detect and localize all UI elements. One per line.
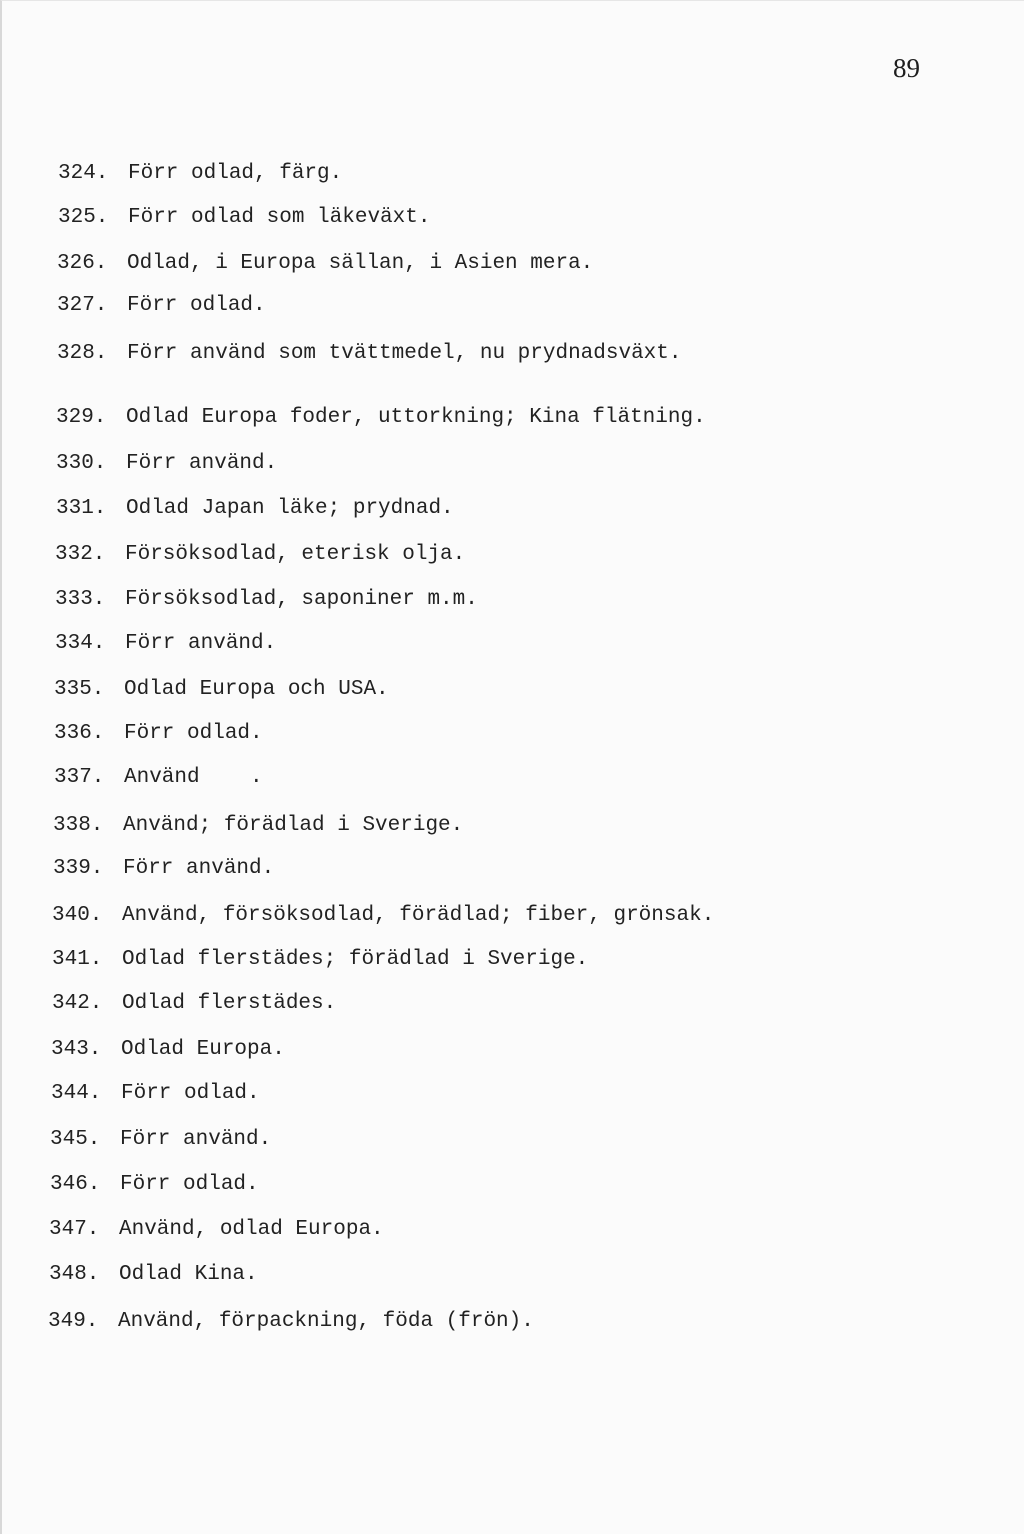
list-item [56, 407, 706, 428]
entry-text: Odlad flerstädes. [122, 992, 337, 1015]
entry-text: Förr använd. [125, 632, 277, 655]
entry-text: Använd; förädlad i Sverige. [123, 814, 464, 837]
list-item [52, 905, 714, 926]
entry-number: 339. [53, 857, 104, 880]
entry-number: 345. [50, 1128, 101, 1151]
entry-number: 333. [55, 588, 106, 611]
entry-number: 334. [55, 632, 106, 655]
list-item [49, 1264, 258, 1285]
entry-number: 327. [57, 294, 108, 317]
entry-number: 331. [56, 497, 107, 520]
entry-number: 341. [52, 948, 103, 971]
entry-text: Förr odlad. [121, 1082, 260, 1105]
entry-number: 337. [54, 766, 105, 789]
list-item [48, 1311, 534, 1332]
entry-number: 343. [51, 1038, 102, 1061]
entry-text: Använd, förpackning, föda (frön). [118, 1310, 534, 1333]
entry-text: Odlad Europa foder, uttorkning; Kina flätning. [126, 406, 706, 429]
entry-number: 349. [48, 1310, 99, 1333]
list-item [55, 589, 478, 610]
entry-text: Försöksodlad, saponiner m.m. [125, 588, 478, 611]
entry-number: 326. [57, 252, 108, 275]
list-item [53, 815, 463, 836]
list-item [57, 343, 682, 364]
entry-number: 348. [49, 1263, 100, 1286]
list-item [55, 633, 276, 654]
entry-text: Förr odlad. [127, 294, 266, 317]
list-item [51, 1083, 260, 1104]
entry-number: 340. [52, 904, 103, 927]
list-item [49, 1219, 384, 1240]
entry-number: 335. [54, 678, 105, 701]
list-item [57, 253, 593, 274]
list-item [58, 207, 430, 228]
entry-number: 324. [58, 162, 109, 185]
entry-text: Använd, försöksodlad, förädlad; fiber, grönsak. [122, 904, 715, 927]
entry-number: 336. [54, 722, 105, 745]
list-item [51, 1039, 285, 1060]
entry-text: Förr använd. [120, 1128, 272, 1151]
page-number: 89 [893, 53, 920, 83]
entry-number: 338. [53, 814, 104, 837]
entry-text: Förr odlad, färg. [128, 162, 343, 185]
entry-text: Förr odlad som läkeväxt. [128, 206, 431, 229]
list-item [52, 949, 588, 970]
entry-number: 329. [56, 406, 107, 429]
list-item [57, 295, 266, 316]
list-item [54, 679, 389, 700]
entry-number: 347. [49, 1218, 100, 1241]
entry-number: 328. [57, 342, 108, 365]
entry-number: 342. [52, 992, 103, 1015]
entry-text: Odlad flerstädes; förädlad i Sverige. [122, 948, 589, 971]
list-item [55, 544, 465, 565]
entry-text: Odlad Kina. [119, 1263, 258, 1286]
list-item [56, 453, 277, 474]
entry-text: Förr odlad. [124, 722, 263, 745]
list-item [54, 723, 263, 744]
list-item [56, 498, 454, 519]
entry-text: Odlad Europa. [121, 1038, 285, 1061]
entry-text: Förr odlad. [120, 1173, 259, 1196]
list-item [50, 1174, 259, 1195]
list-item [53, 858, 274, 879]
list-item [52, 993, 336, 1014]
entry-text: Använd, odlad Europa. [119, 1218, 384, 1241]
list-item [50, 1129, 271, 1150]
entry-number: 344. [51, 1082, 102, 1105]
entry-text: Odlad Europa och USA. [124, 678, 389, 701]
list-item [58, 163, 342, 184]
entry-number: 332. [55, 543, 106, 566]
entry-text: Förr använd som tvättmedel, nu prydnadsväxt. [127, 342, 682, 365]
entry-text: Odlad, i Europa sällan, i Asien mera. [127, 252, 594, 275]
entry-number: 325. [58, 206, 109, 229]
entry-number: 330. [56, 452, 107, 475]
entry-text: Förr använd. [126, 452, 278, 475]
entry-text: Använd . [124, 766, 263, 789]
entry-text: Försöksodlad, eterisk olja. [125, 543, 466, 566]
list-item [54, 767, 263, 788]
entry-text: Förr använd. [123, 857, 275, 880]
entry-text: Odlad Japan läke; prydnad. [126, 497, 454, 520]
entry-number: 346. [50, 1173, 101, 1196]
